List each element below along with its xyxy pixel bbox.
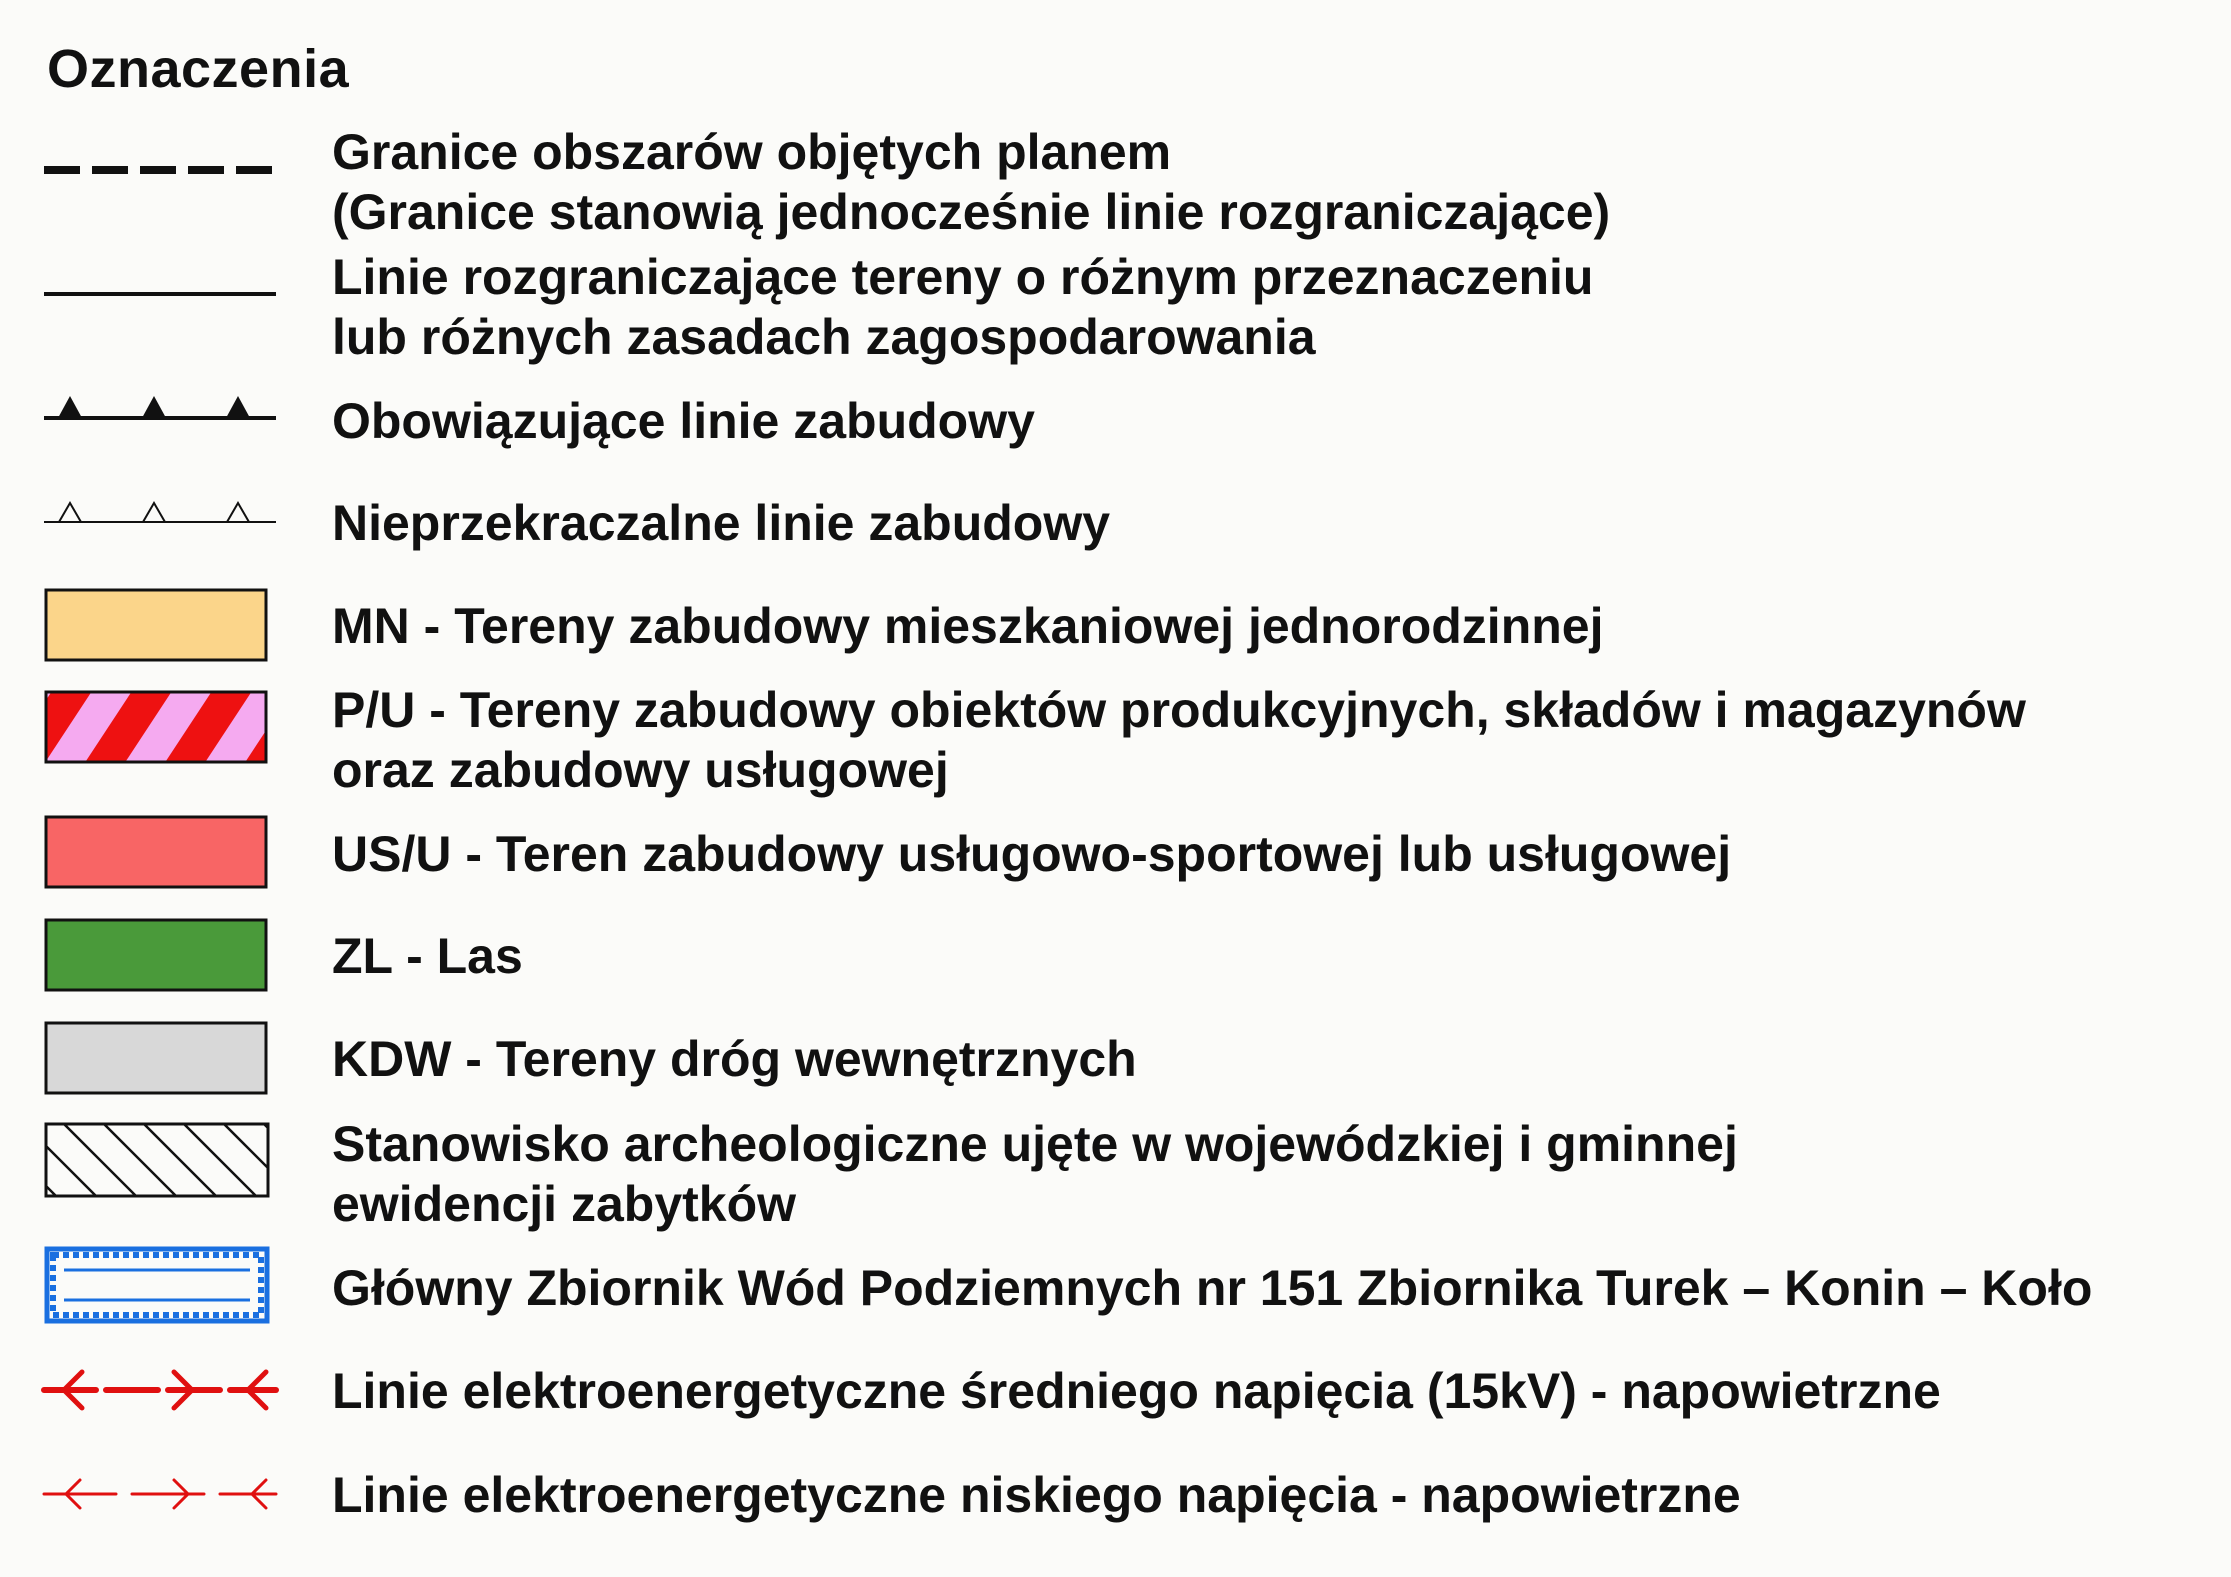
legend-item-mn [332,596,1603,656]
legend-item-label: Granice obszarów objętych planem [332,124,1172,180]
pu-hatched-swatch-icon [44,690,268,764]
zl-swatch-icon [44,918,268,992]
legend-item-medium-voltage [332,1361,1941,1421]
legend-item-low-voltage [332,1465,1741,1525]
medium-voltage-line-icon [44,1368,276,1412]
legend-item-label: ewidencji zabytków [332,1176,797,1232]
dashed-boundary-line-icon [44,160,276,180]
legend-item-label: (Granice stanowią jednocześnie linie rozgraniczające) [332,184,1611,240]
archaeology-hatch-swatch-icon [44,1122,270,1198]
legend-item-label: Nieprzekraczalne linie zabudowy [332,495,1111,551]
legend-item-label: Linie elektroenergetyczne średniego napięcia (15kV) - napowietrzne [332,1363,1941,1419]
groundwater-reservoir-swatch-icon [44,1246,270,1324]
legend-item-label: P/U - Tereny zabudowy obiektów produkcyjnych, składów i magazynów [332,682,2026,738]
solid-dividing-line-icon [44,284,276,304]
legend-item-label: lub różnych zasadach zagospodarowania [332,309,1316,365]
legend-item-label: Linie rozgraniczające tereny o różnym przeznaczeniu [332,249,1594,305]
legend-item-label: KDW - Tereny dróg wewnętrznych [332,1031,1137,1087]
legend-item-mandatory-building-lines [332,391,1035,451]
legend-item-kdw [332,1029,1137,1089]
legend-item-dividing-lines [332,247,1593,367]
legend-item-non-exceedable-building-lines [332,493,1110,553]
legend-item-label: MN - Tereny zabudowy mieszkaniowej jednorodzinnej [332,598,1604,654]
legend-item-label: Stanowisko archeologiczne ujęte w wojewódzkiej i gminnej [332,1116,1738,1172]
filled-triangle-line-icon [44,392,276,422]
legend-item-pu [332,680,2026,800]
mn-swatch-icon [44,588,268,662]
low-voltage-line-icon [44,1476,276,1512]
legend-item-groundwater [332,1258,2092,1318]
legend-item-label: Obowiązujące linie zabudowy [332,393,1035,449]
open-triangle-line-icon [44,498,276,528]
usu-swatch-icon [44,815,268,889]
legend-item-label: oraz zabudowy usługowej [332,742,949,798]
legend-item-label: Główny Zbiornik Wód Podziemnych nr 151 Zbiornika Turek – Konin – Koło [332,1260,2093,1316]
legend-item-label: Linie elektroenergetyczne niskiego napięcia - napowietrzne [332,1467,1741,1523]
legend-item-zl [332,926,523,986]
legend-item-label: ZL - Las [332,928,523,984]
legend-item-label: US/U - Teren zabudowy usługowo-sportowej lub usługowej [332,826,1732,882]
legend-item-usu [332,824,1731,884]
legend-title: Oznaczenia [47,39,350,99]
legend-item-archaeology [332,1114,1738,1234]
legend-item-boundary [332,122,1610,242]
kdw-swatch-icon [44,1021,268,1095]
